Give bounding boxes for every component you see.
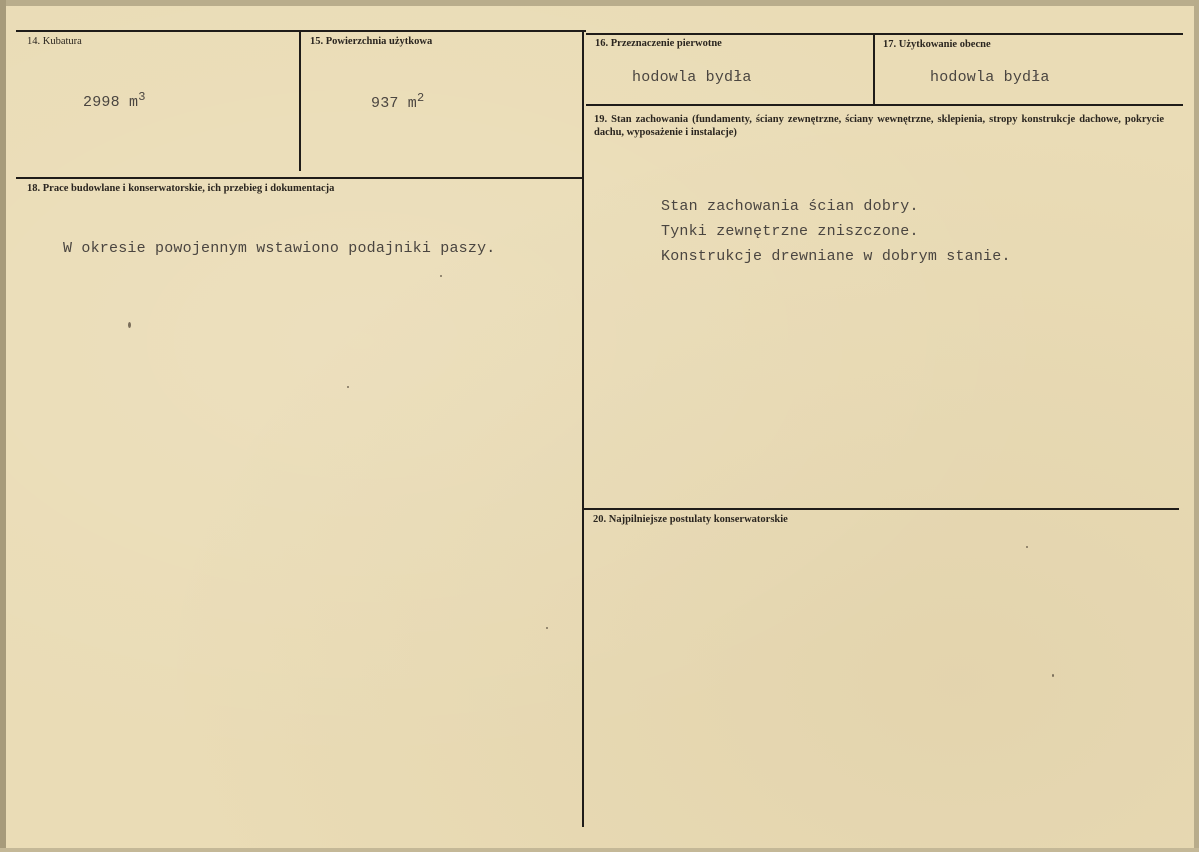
- scan-edge-left: [0, 0, 6, 852]
- scan-edge-right: [1194, 0, 1199, 852]
- field-20-label: 20. Najpilniejsze postulaty konserwatorskie: [593, 514, 788, 525]
- field-19-line: Stan zachowania ścian dobry.: [661, 198, 919, 215]
- field-16-value: hodowla bydła: [632, 69, 752, 86]
- rule-divider-16-17: [873, 34, 875, 104]
- paper-speck: [546, 627, 548, 629]
- field-14-label: 14. Kubatura: [27, 36, 82, 47]
- paper-speck: [347, 386, 349, 388]
- field-14-value: [83, 90, 146, 111]
- rule-top-left: [16, 30, 586, 32]
- field-19-line: Tynki zewnętrzne zniszczone.: [661, 223, 919, 240]
- field-19-label: 19. Stan zachowania (fundamenty, ściany zewnętrzne, ściany wewnętrzne, sklepienia, stropy konstrukcje dachowe, pokrycie dachu, wyposażenie i instalacje): [594, 114, 1164, 138]
- rule-under-14-15: [16, 177, 584, 179]
- field-14-number: 2998 m: [83, 94, 139, 111]
- rule-top-right: [586, 33, 1183, 35]
- field-18-value: W okresie powojennym wstawiono podajniki paszy.: [63, 240, 496, 257]
- rule-above-20: [584, 508, 1179, 510]
- field-19-value: [661, 194, 1011, 269]
- paper-speck: [1026, 546, 1028, 548]
- field-19-line: Konstrukcje drewniane w dobrym stanie.: [661, 248, 1011, 265]
- field-15-label: 15. Powierzchnia użytkowa: [310, 36, 433, 47]
- field-15-value: [371, 91, 425, 112]
- scan-edge-top: [0, 0, 1199, 6]
- rule-main-vertical: [582, 31, 584, 827]
- field-18-label: 18. Prace budowlane i konserwatorskie, ich przebieg i dokumentacja: [27, 183, 335, 194]
- field-14-unit-superscript: 3: [138, 90, 146, 104]
- rule-divider-14-15: [299, 31, 301, 171]
- rule-under-16-17: [586, 104, 1183, 106]
- paper-speck: [440, 275, 442, 277]
- field-15-number: 937 m: [371, 95, 418, 112]
- scan-edge-bottom: [0, 848, 1199, 852]
- paper-speck: [1052, 674, 1054, 677]
- paper-speck: [128, 322, 131, 328]
- field-17-label: 17. Użytkowanie obecne: [883, 39, 991, 50]
- field-17-value: hodowla bydła: [930, 69, 1050, 86]
- field-15-unit-superscript: 2: [417, 91, 425, 105]
- field-16-label: 16. Przeznaczenie pierwotne: [595, 38, 722, 49]
